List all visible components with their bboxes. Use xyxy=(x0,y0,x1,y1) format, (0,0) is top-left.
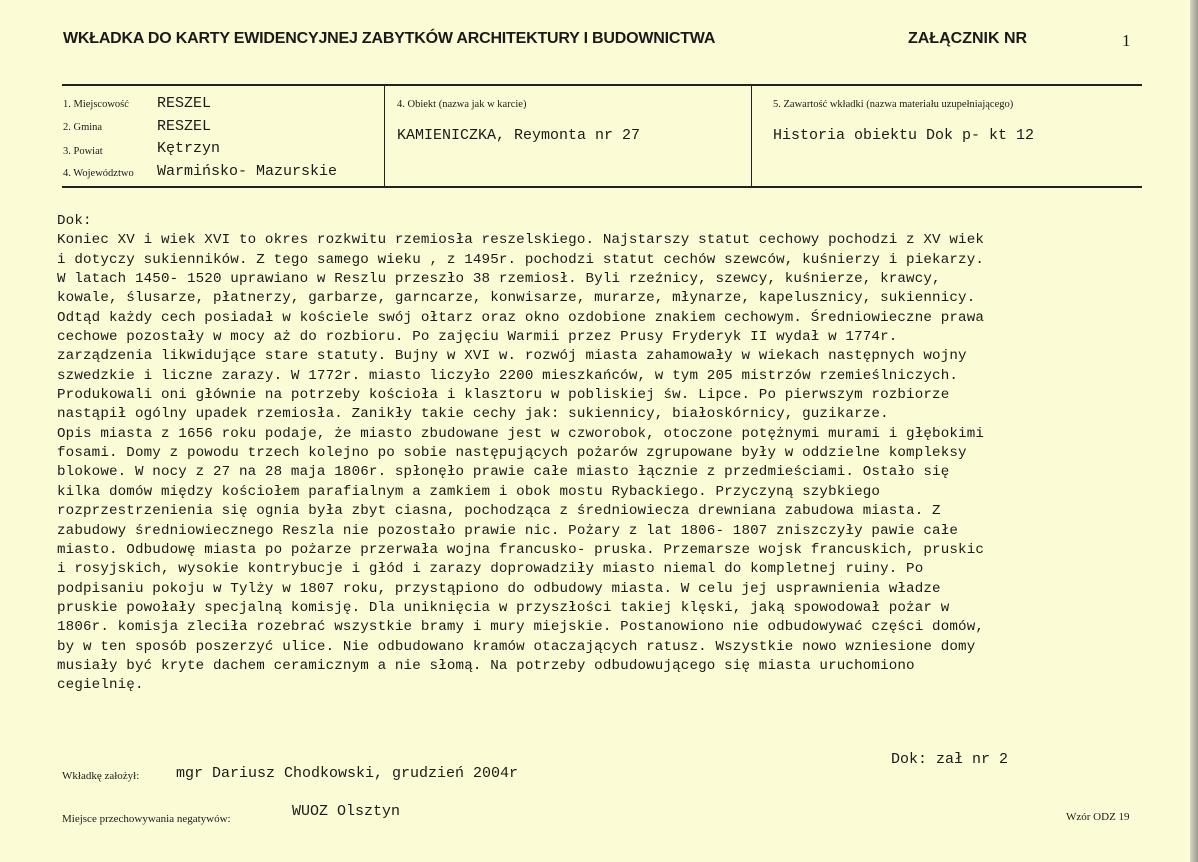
storage-value: WUOZ Olsztyn xyxy=(292,803,401,820)
storage-label: Miejsce przechowywania negatywów: xyxy=(62,813,231,825)
body-line: zabudowy średniowiecznego Reszla nie pozostało prawie nic. Pożary z lat 1806- 1807 zniszczyły pawie całe xyxy=(57,522,959,539)
body-line: musiały być kryte dachem ceramicznym a nie słomą. Na potrzeby odbudowującego się miasta uruchomiono xyxy=(57,657,915,674)
scan-edge xyxy=(1190,0,1198,862)
body-line: by w ten sposób poszerzyć ulice. Nie odbudowano kramów otaczających ratusz. Wszystkie nowo wzniesione domy xyxy=(57,638,976,655)
doc-reference: Dok: zał nr 2 xyxy=(891,751,1009,768)
annex-label: ZAŁĄCZNIK NR xyxy=(908,30,1028,47)
gmina-value: RESZEL xyxy=(157,118,212,135)
body-line: i dotyczy sukienników. Z tego samego wieku , z 1495r. pochodzi statut cechów szewców, kuśnierzy i piekarzy. xyxy=(57,251,985,268)
obiekt-value: KAMIENICZKA, Reymonta nr 27 xyxy=(397,127,641,144)
form-title: WKŁADKA DO KARTY EWIDENCYJNEJ ZABYTKÓW ARCHITEKTURY I BUDOWNICTWA xyxy=(63,30,716,47)
body-line: W latach 1450- 1520 uprawiano w Reszlu przeszło 38 rzemiosł. Byli rzeźnicy, szewcy, kuśnierze, krawcy, xyxy=(57,271,941,288)
miejscowosc-label: 1. Miejscowość xyxy=(63,99,129,110)
zawartosc-label: 5. Zawartość wkładki (nazwa materiału uzupełniającego) xyxy=(773,99,1014,110)
powiat-value: Kętrzyn xyxy=(157,140,221,157)
body-line: Dok: xyxy=(57,213,92,229)
body-line: nastąpił ogólny upadek rzemiosła. Zanikły takie cechy jak: sukiennicy, białoskórnicy, guzikarze. xyxy=(57,406,889,423)
body-line: Opis miasta z 1656 roku podaje, że miasto zbudowane jest w czworobok, otoczone potężnymi murami i głębokimi xyxy=(57,425,985,442)
body-line: cechowe pozostały w mocy aż do rozbioru. Po zajęciu Warmii przez Prusy Fryderyk II wydał w 1774r. xyxy=(57,329,898,346)
body-line: zarządzenia likwidujące stare statuty. Bujny w XVI w. rozwój miasta zahamowały w wiekach następnych wojny xyxy=(57,348,967,365)
body-line: fosami. Domy z powodu trzech kolejno po sobie następujących pożarów zgrupowane były w oddzielne kompleksy xyxy=(57,445,967,462)
column-divider-2 xyxy=(751,86,752,187)
body-line: cegielnię. xyxy=(57,677,144,694)
body-line: blokowe. W nocy z 27 na 28 maja 1806r. spłonęło prawie całe miasto łącznie z przedmieściami. Ostało się xyxy=(57,464,950,481)
wojewodztwo-value: Warmińsko- Mazurskie xyxy=(157,163,338,180)
author-value: mgr Dariusz Chodkowski, grudzień 2004r xyxy=(176,765,519,782)
body-line: Odtąd każdy cech posiadał w kościele swój ołtarz oraz okno ozdobione znakiem cechowym. Średniowieczne prawa xyxy=(57,309,985,326)
body-line: szwedzkie i liczne zarazy. W 1772r. miasto liczyło 2200 mieszkańców, w tym 205 mistrzów rzemieślniczych. xyxy=(57,367,959,384)
wojewodztwo-label: 4. Województwo xyxy=(63,168,134,179)
author-label: Wkładkę założył: xyxy=(62,770,140,782)
body-line: podpisaniu pokoju w Tylży w 1807 roku, przystąpiono do odbudowy miasta. W celu jej usprawnienia władze xyxy=(57,580,941,597)
body-line: pruskie powołały specjalną komisję. Dla uniknięcia w przyszłości takiej klęski, jaką spowodował pożar w xyxy=(57,599,950,616)
miejscowosc-value: RESZEL xyxy=(157,95,212,112)
column-divider-1 xyxy=(384,86,385,187)
body-line: miasto. Odbudowę miasta po pożarze przerwała wojna francusko- pruska. Przemarsze wojsk francuskich, pruskic xyxy=(57,541,985,558)
body-line: i rosyjskich, wysokie kontrybucje i głód i zarazy doprowadziły miasto niemal do kompletnej ruiny. Po xyxy=(57,561,924,578)
body-line: Produkowali oni głównie na potrzeby kościoła i klasztoru w pobliskiej św. Lipce. Po pierwszym rozbiorze xyxy=(57,387,950,404)
bottom-rule xyxy=(62,186,1142,188)
document-body xyxy=(57,212,1147,696)
body-line: rozprzestrzenienia się ognia była zbyt ciasna, pochodząca z średniowiecza drewniana zabudowa miasta. Z xyxy=(57,503,941,520)
body-line: kilka domów między kościołem parafialnym a zamkiem i obok mostu Rybackiego. Przyczyną szybkiego xyxy=(57,483,881,500)
body-line: Koniec XV i wiek XVI to okres rozkwitu rzemiosła reszelskiego. Najstarszy statut cechowy pochodzi z XV wiek xyxy=(57,232,985,249)
obiekt-label: 4. Obiekt (nazwa jak w karcie) xyxy=(397,99,527,110)
gmina-label: 2. Gmina xyxy=(63,122,103,133)
top-rule xyxy=(62,84,1142,86)
annex-number: 1 xyxy=(1122,31,1131,50)
body-line: kowale, ślusarze, płatnerzy, garbarze, garncarze, konwisarze, murarze, młynarze, kapelusznicy, sukiennicy. xyxy=(57,290,976,307)
body-line: 1806r. komisja zleciła rozebrać wszystkie bramy i mury miejskie. Postanowiono nie odbudowywać części domów, xyxy=(57,619,985,636)
form-code: Wzór ODZ 19 xyxy=(1066,811,1130,823)
zawartosc-value: Historia obiektu Dok p- kt 12 xyxy=(773,127,1035,144)
powiat-label: 3. Powiat xyxy=(63,146,103,157)
